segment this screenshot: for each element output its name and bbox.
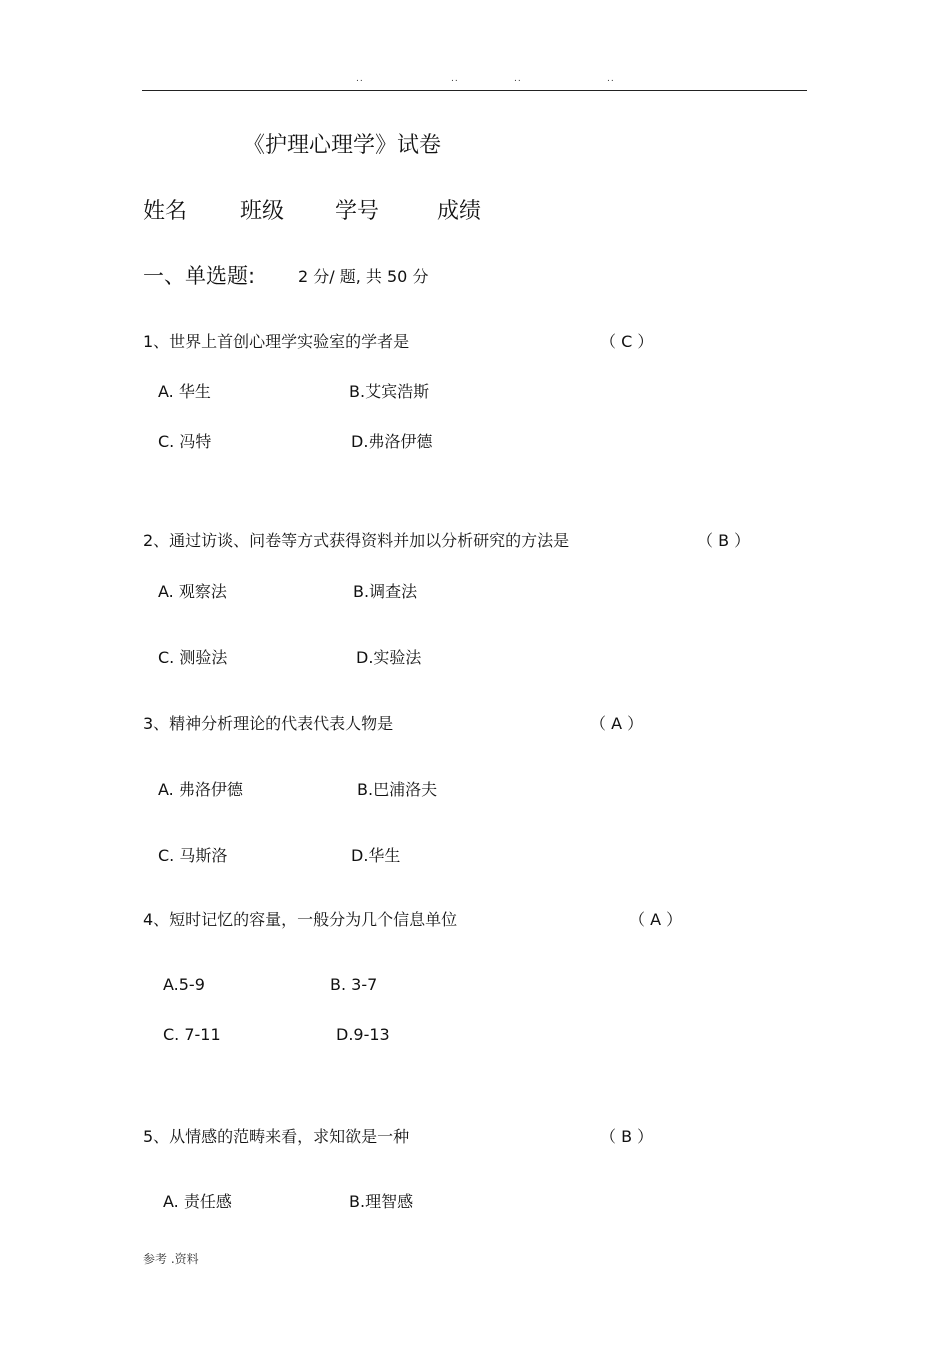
page-footer: 参考 .资料 (143, 1252, 199, 1266)
header-mark: .. (451, 74, 459, 84)
question-text: 4、短时记忆的容量，一般分为几个信息单位 (143, 910, 458, 929)
section-title: 一、单选题: (143, 264, 256, 288)
header-mark: .. (356, 74, 364, 84)
question-answer: （ B ） (697, 531, 751, 550)
section-note: 2 分/ 题, 共 50 分 (298, 267, 429, 286)
page-title: 《护理心理学》试卷 (243, 133, 442, 158)
option-c: C. 7-11 (163, 1025, 221, 1044)
header-rule (142, 90, 807, 91)
option-b: B.艾宾浩斯 (349, 382, 430, 401)
question-text: 5、从情感的范畴来看，求知欲是一种 (143, 1127, 410, 1146)
field-name: 姓名 (143, 199, 188, 224)
option-d: D.实验法 (356, 648, 422, 667)
field-id: 学号 (335, 199, 380, 224)
option-b: B.巴浦洛夫 (357, 780, 438, 799)
option-a: A. 华生 (158, 382, 211, 401)
option-a: A.5-9 (163, 975, 205, 994)
question-answer: （ B ） (600, 1127, 654, 1146)
option-b: B.调查法 (353, 582, 418, 601)
header-mark: .. (514, 74, 522, 84)
option-a: A. 观察法 (158, 582, 227, 601)
option-d: D.9-13 (336, 1025, 390, 1044)
question-answer: （ C ） (600, 332, 654, 351)
option-a: A. 责任感 (163, 1192, 232, 1211)
option-c: C. 冯特 (158, 432, 212, 451)
question-answer: （ A ） (590, 714, 644, 733)
option-d: D.华生 (351, 846, 401, 865)
field-class: 班级 (240, 199, 285, 224)
question-text: 1、世界上首创心理学实验室的学者是 (143, 332, 410, 351)
option-b: B.理智感 (349, 1192, 414, 1211)
field-score: 成绩 (437, 199, 482, 224)
option-c: C. 马斯洛 (158, 846, 228, 865)
question-text: 3、精神分析理论的代表代表人物是 (143, 714, 394, 733)
option-b: B. 3-7 (330, 975, 378, 994)
option-d: D.弗洛伊德 (351, 432, 433, 451)
option-c: C. 测验法 (158, 648, 228, 667)
header-mark: .. (607, 74, 615, 84)
question-text: 2、通过访谈、问卷等方式获得资料并加以分析研究的方法是 (143, 531, 570, 550)
option-a: A. 弗洛伊德 (158, 780, 243, 799)
question-answer: （ A ） (629, 910, 683, 929)
